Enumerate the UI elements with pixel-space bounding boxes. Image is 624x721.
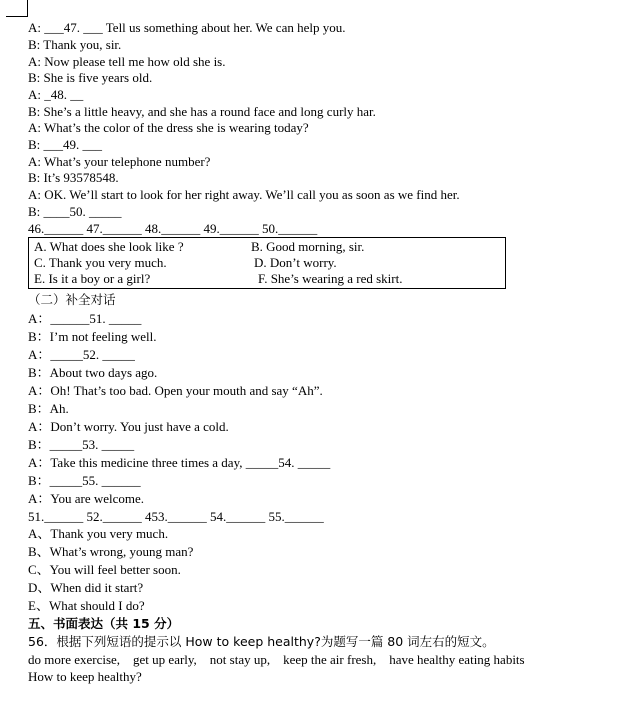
option-e: E. Is it a boy or a girl? <box>34 271 151 286</box>
phrase-hints: do more exercise, get up early, not stay up, keep the air fresh, have healthy eating habits <box>28 652 525 667</box>
option-e: E、What should I do? <box>28 598 145 613</box>
dialogue-line: B：_____55. ______ <box>28 473 141 488</box>
dialogue-line: B: It’s 93578548. <box>28 170 119 185</box>
dialogue-line: A: What’s your telephone number? <box>28 154 211 169</box>
dialogue-line: A: Now please tell me how old she is. <box>28 54 226 69</box>
section-heading: 五、书面表达（共 15 分） <box>28 616 180 631</box>
option-b: B. Good morning, sir. <box>251 239 365 254</box>
dialogue-line: B：I’m not feeling well. <box>28 329 157 344</box>
option-b: B、What’s wrong, young man? <box>28 544 194 559</box>
dialogue-line: B: She is five years old. <box>28 70 153 85</box>
option-c: C、You will feel better soon. <box>28 562 181 577</box>
option-a: A、Thank you very much. <box>28 526 169 541</box>
dialogue-line: A: What’s the color of the dress she is wearing today? <box>28 120 309 135</box>
option-d: D、When did it start? <box>28 580 144 595</box>
dialogue-line: B：_____53. _____ <box>28 437 135 452</box>
dialogue-line: A: _48. __ <box>28 87 84 102</box>
dialogue-line: A：______51. _____ <box>28 311 142 326</box>
option-c: C. Thank you very much. <box>34 255 167 270</box>
dialogue-line: B: She’s a little heavy, and she has a round face and long curly har. <box>28 104 376 119</box>
dialogue-line: A: OK. We’ll start to look for her right away. We’ll call you as soon as we find her. <box>28 187 460 202</box>
section-heading: （二）补全对话 <box>28 292 116 307</box>
option-f: F. She’s wearing a red skirt. <box>258 271 403 286</box>
dialogue-line: B: ____50. _____ <box>28 204 122 219</box>
option-d: D. Don’t worry. <box>254 255 337 270</box>
dialogue-line: A: ___47. ___ Tell us something about her. We can help you. <box>28 20 346 35</box>
options-box <box>28 237 506 289</box>
writing-prompt: 56．根据下列短语的提示以 How to keep healthy?为题写一篇 80 词左右的短文。 <box>28 634 495 649</box>
dialogue-line: B: ___49. ___ <box>28 137 103 152</box>
dialogue-line: A：Take this medicine three times a day, _____54. _____ <box>28 455 331 470</box>
dialogue-line: A：Don’t worry. You just have a cold. <box>28 419 229 434</box>
dialogue-line: B：About two days ago. <box>28 365 158 380</box>
dialogue-line: A：_____52. _____ <box>28 347 135 362</box>
dialogue-line: B: Thank you, sir. <box>28 37 122 52</box>
answer-row: 46.______ 47.______ 48.______ 49.______ 50.______ <box>28 221 318 236</box>
dialogue-line: B：Ah. <box>28 401 69 416</box>
dialogue-line: A：Oh! That’s too bad. Open your mouth and say “Ah”. <box>28 383 323 398</box>
dialogue-line: A：You are welcome. <box>28 491 145 506</box>
answer-row: 51.______ 52.______ 453.______ 54.______ 55.______ <box>28 509 324 524</box>
option-a: A. What does she look like ? <box>34 239 184 254</box>
page-corner-mark <box>6 0 28 17</box>
essay-title: How to keep healthy? <box>28 669 142 684</box>
